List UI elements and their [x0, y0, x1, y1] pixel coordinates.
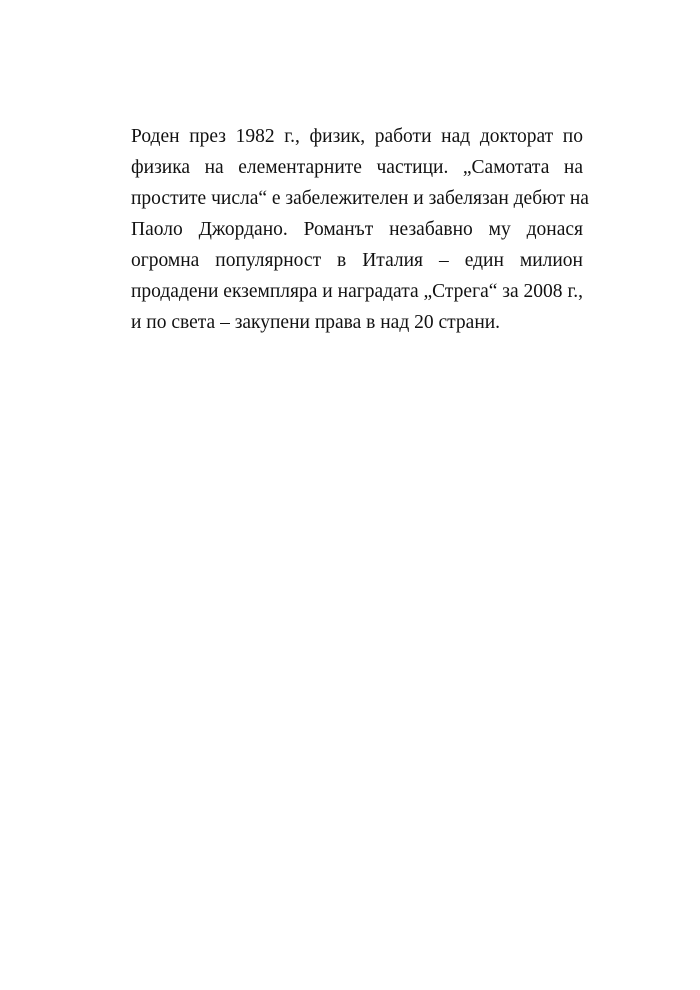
- author-bio-paragraph: [131, 121, 589, 338]
- paragraph-line: Паоло Джордано. Романът незабавно му донася: [131, 219, 583, 240]
- paragraph-line: простите числа“ е забележителен и забелязан дебют на: [131, 188, 589, 209]
- paragraph-line: огромна популярност в Италия – един милион: [131, 250, 583, 271]
- paragraph-line: и по света – закупени права в над 20 страни.: [131, 312, 501, 333]
- paragraph-line: физика на елементарните частици. „Самотата на: [131, 157, 583, 178]
- paragraph-line: продадени екземпляра и наградата „Стрега“ за 2008 г.,: [131, 281, 583, 302]
- paragraph-line: Роден през 1982 г., физик, работи над докторат по: [131, 126, 583, 147]
